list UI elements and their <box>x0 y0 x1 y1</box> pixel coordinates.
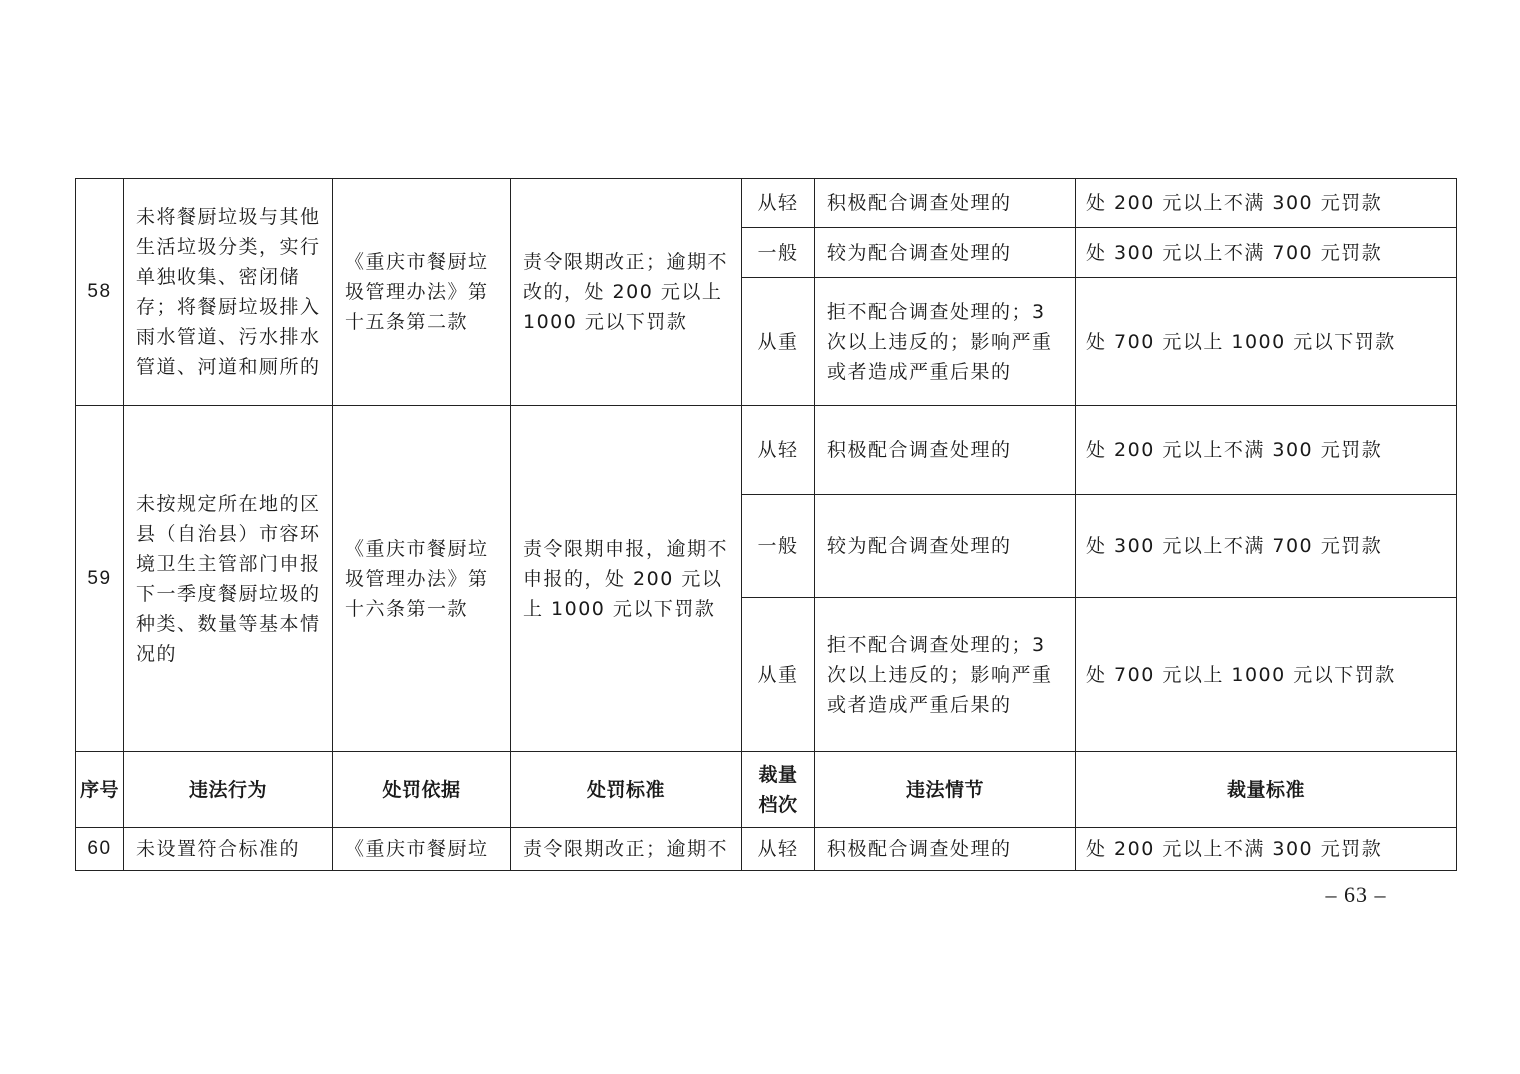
table-row <box>76 179 1457 228</box>
row-59-level-1: 从轻 <box>742 406 815 495</box>
row-59-standard-3: 处 700 元以上 1000 元以下罚款 <box>1076 598 1457 752</box>
row-58-circumstance-1: 积极配合调查处理的 <box>815 179 1076 228</box>
row-59-behavior: 未按规定所在地的区县（自治县）市容环境卫生主管部门申报下一季度餐厨垃圾的种类、数量等基本情况的 <box>124 406 333 752</box>
page-number: – 63 – <box>1325 882 1387 907</box>
table-row <box>76 828 1457 871</box>
row-60-standard-1: 处 200 元以上不满 300 元罚款 <box>1076 828 1457 871</box>
row-58-standard-2: 处 300 元以上不满 700 元罚款 <box>1076 228 1457 278</box>
row-60-circumstance-1: 积极配合调查处理的 <box>815 828 1076 871</box>
header-circumstance: 违法情节 <box>815 752 1076 828</box>
row-59-level-2: 一般 <box>742 495 815 598</box>
row-60-level-1: 从轻 <box>742 828 815 871</box>
row-58-penalty: 责令限期改正；逾期不改的，处 200 元以上 1000 元以下罚款 <box>511 179 742 406</box>
header-basis: 处罚依据 <box>333 752 511 828</box>
row-58-seq: 58 <box>76 179 124 406</box>
row-59-basis: 《重庆市餐厨垃圾管理办法》第十六条第一款 <box>333 406 511 752</box>
header-seq: 序号 <box>76 752 124 828</box>
row-58-standard-1: 处 200 元以上不满 300 元罚款 <box>1076 179 1457 228</box>
row-59-seq: 59 <box>76 406 124 752</box>
row-59-standard-1: 处 200 元以上不满 300 元罚款 <box>1076 406 1457 495</box>
row-58-standard-3: 处 700 元以上 1000 元以下罚款 <box>1076 278 1457 406</box>
row-59-circumstance-1: 积极配合调查处理的 <box>815 406 1076 495</box>
row-59-penalty: 责令限期申报，逾期不申报的，处 200 元以上 1000 元以下罚款 <box>511 406 742 752</box>
header-behavior: 违法行为 <box>124 752 333 828</box>
row-58-level-1: 从轻 <box>742 179 815 228</box>
table-header-row <box>76 752 1457 828</box>
row-59-level-3: 从重 <box>742 598 815 752</box>
row-60-seq: 60 <box>76 828 124 871</box>
row-59-circumstance-3: 拒不配合调查处理的；3 次以上违反的；影响严重或者造成严重后果的 <box>815 598 1076 752</box>
row-60-behavior: 未设置符合标准的 <box>124 828 333 871</box>
row-58-circumstance-2: 较为配合调查处理的 <box>815 228 1076 278</box>
row-59-standard-2: 处 300 元以上不满 700 元罚款 <box>1076 495 1457 598</box>
header-standard: 裁量标准 <box>1076 752 1457 828</box>
row-60-basis: 《重庆市餐厨垃 <box>333 828 511 871</box>
header-penalty: 处罚标准 <box>511 752 742 828</box>
header-level: 裁量档次 <box>742 752 815 828</box>
row-58-circumstance-3: 拒不配合调查处理的；3 次以上违反的；影响严重或者造成严重后果的 <box>815 278 1076 406</box>
row-58-level-3: 从重 <box>742 278 815 406</box>
row-60-penalty: 责令限期改正；逾期不 <box>511 828 742 871</box>
row-59-circumstance-2: 较为配合调查处理的 <box>815 495 1076 598</box>
row-58-behavior: 未将餐厨垃圾与其他生活垃圾分类，实行单独收集、密闭储存；将餐厨垃圾排入雨水管道、污水排水管道、河道和厕所的 <box>124 179 333 406</box>
row-58-basis: 《重庆市餐厨垃圾管理办法》第十五条第二款 <box>333 179 511 406</box>
row-58-level-2: 一般 <box>742 228 815 278</box>
penalty-discretion-table <box>75 178 1457 871</box>
table-row <box>76 406 1457 495</box>
